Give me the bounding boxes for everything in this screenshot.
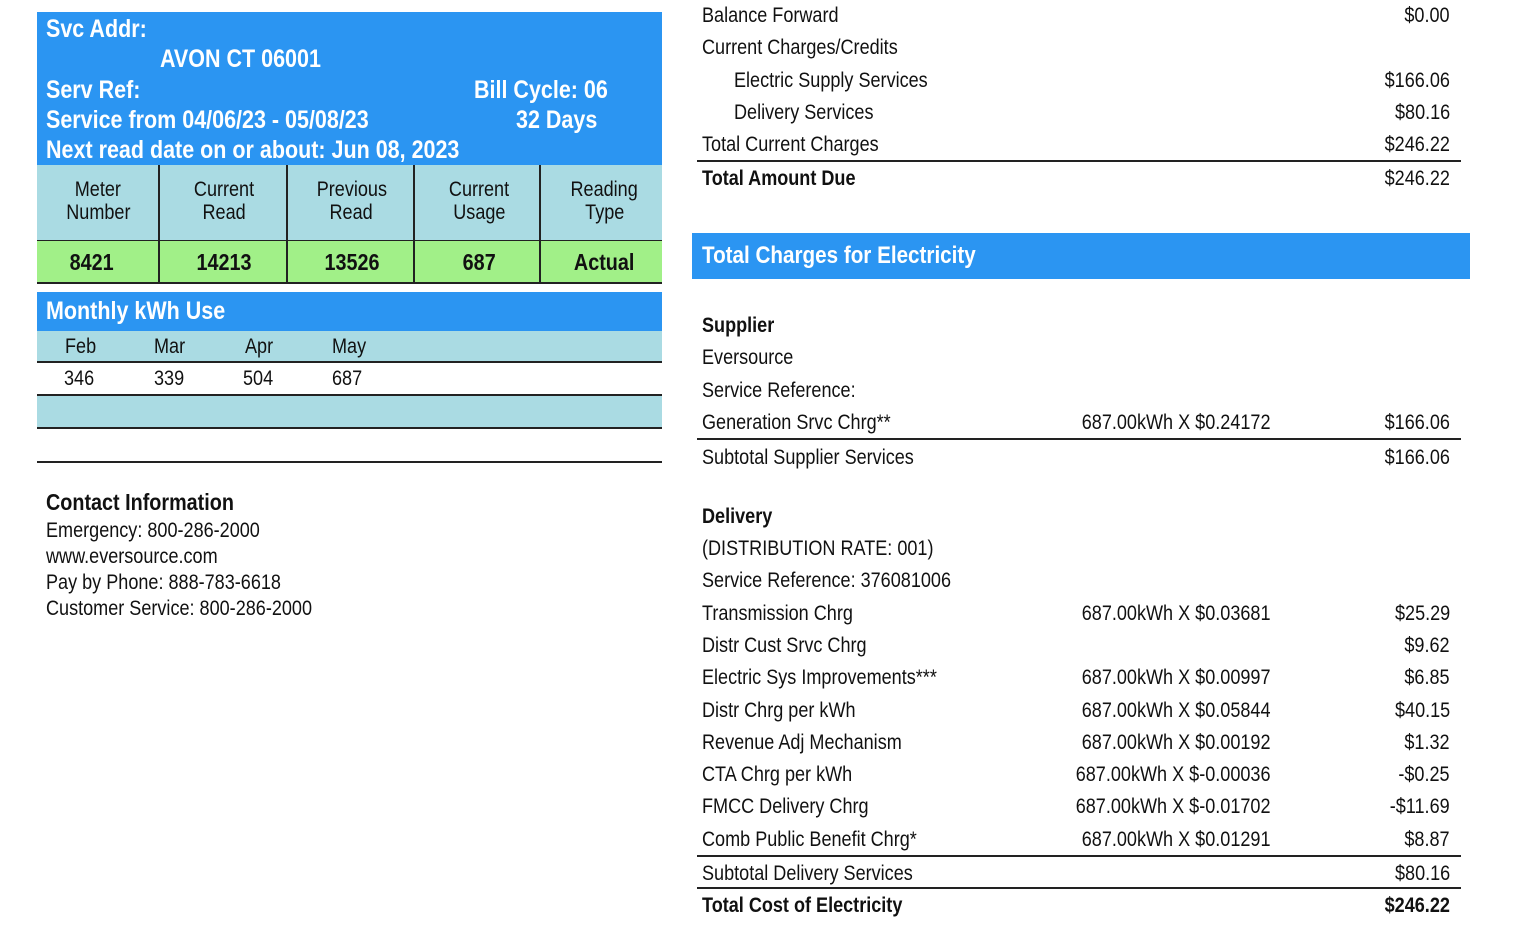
delivery-services-label: Delivery Services (734, 101, 874, 124)
month-kwh-value: 687 (332, 367, 363, 390)
delivery-item-rate: 687.00kWh X $0.05844 (1081, 699, 1270, 722)
delivery-item-rate: 687.00kWh X $0.00192 (1081, 731, 1270, 754)
subtotal-supplier-label: Subtotal Supplier Services (702, 446, 914, 469)
delivery-item-rate: 687.00kWh X $-0.01702 (1075, 795, 1270, 818)
divider (37, 427, 662, 429)
divider (539, 165, 541, 283)
meter-table-header (37, 165, 662, 240)
contact-website[interactable]: www.eversource.com (46, 545, 218, 568)
total-current-charges-label: Total Current Charges (702, 133, 879, 156)
delivery-services-amount: $80.16 (1394, 101, 1450, 124)
delivery-item-amount: -$0.25 (1398, 763, 1450, 786)
delivery-item-amount: $9.62 (1404, 634, 1450, 657)
total-charges-title-bar: Total Charges for Electricity (692, 233, 1470, 279)
delivery-item-amount: $40.15 (1394, 699, 1450, 722)
delivery-item-amount: $25.29 (1394, 602, 1450, 625)
delivery-item-rate: 687.00kWh X $-0.00036 (1075, 763, 1270, 786)
subtotal-delivery-amount: $80.16 (1394, 862, 1450, 885)
month-kwh-value: 339 (154, 367, 185, 390)
monthly-use-empty-row (37, 396, 662, 427)
meter-header-cell: Current Usage (448, 178, 510, 224)
delivery-item-label: CTA Chrg per kWh (702, 763, 853, 786)
meter-header-cell: Previous Read (316, 178, 387, 224)
delivery-item-rate: 687.00kWh X $0.03681 (1081, 602, 1270, 625)
total-current-charges-amount: $246.22 (1384, 133, 1450, 156)
monthly-use-months (37, 331, 662, 361)
monthly-use-title: Monthly kWh Use (37, 292, 662, 331)
divider (697, 855, 1461, 857)
balance-forward-amount: $0.00 (1404, 4, 1450, 27)
delivery-heading: Delivery (702, 505, 773, 528)
divider (37, 361, 662, 363)
divider (697, 438, 1461, 440)
delivery-item-amount: $6.85 (1404, 666, 1450, 689)
electric-supply-amount: $166.06 (1384, 69, 1450, 92)
total-cost-label: Total Cost of Electricity (702, 894, 903, 917)
service-period: Service from 04/06/23 - 05/08/23 (46, 106, 369, 134)
reading-type: Actual (574, 249, 635, 275)
balance-forward-label: Balance Forward (702, 4, 839, 27)
meter-table-values (37, 241, 662, 283)
divider (158, 165, 160, 283)
delivery-item-amount: -$11.69 (1390, 795, 1450, 818)
serv-ref-label: Serv Ref: (46, 76, 141, 104)
delivery-item-label: Revenue Adj Mechanism (702, 731, 902, 754)
month-kwh-value: 346 (64, 367, 95, 390)
distribution-rate: (DISTRIBUTION RATE: 001) (702, 537, 934, 560)
meter-header-cell: Meter Number (65, 178, 131, 224)
next-read-date: Next read date on or about: Jun 08, 2023 (46, 136, 460, 164)
delivery-service-reference: Service Reference: 376081006 (702, 569, 951, 592)
meter-number: 8421 (69, 249, 114, 275)
current-usage: 687 (462, 249, 496, 275)
generation-charge-amount: $166.06 (1384, 411, 1450, 434)
delivery-item-amount: $1.32 (1404, 731, 1450, 754)
total-amount-due-label: Total Amount Due (702, 167, 856, 190)
service-days: 32 Days (516, 106, 598, 134)
month-kwh-value: 504 (243, 367, 274, 390)
delivery-item-label: FMCC Delivery Chrg (702, 795, 869, 818)
delivery-item-label: Electric Sys Improvements*** (702, 666, 937, 689)
month-label: May (332, 335, 367, 358)
electric-supply-label: Electric Supply Services (734, 69, 928, 92)
supplier-heading: Supplier (702, 314, 775, 337)
total-cost-amount: $246.22 (1384, 894, 1450, 917)
delivery-item-label: Distr Cust Srvc Chrg (702, 634, 867, 657)
divider (37, 461, 662, 463)
delivery-item-label: Comb Public Benefit Chrg* (702, 828, 917, 851)
generation-charge-label: Generation Srvc Chrg** (702, 411, 891, 434)
supplier-name: Eversource (702, 346, 794, 369)
month-label: Mar (154, 335, 186, 358)
contact-customer-service: Customer Service: 800-286-2000 (46, 597, 313, 620)
current-charges-label: Current Charges/Credits (702, 36, 898, 59)
service-address: AVON CT 06001 (160, 45, 321, 73)
divider (37, 282, 662, 284)
delivery-item-amount: $8.87 (1404, 828, 1450, 851)
svc-addr-label: Svc Addr: (46, 15, 147, 43)
subtotal-delivery-label: Subtotal Delivery Services (702, 862, 913, 885)
bill-cycle: Bill Cycle: 06 (474, 76, 608, 104)
supplier-service-reference: Service Reference: (702, 379, 856, 402)
contact-pay-by-phone: Pay by Phone: 888-783-6618 (46, 571, 281, 594)
month-label: Apr (245, 335, 274, 358)
service-info-panel (37, 12, 662, 165)
current-read: 14213 (196, 249, 252, 275)
delivery-item-rate: 687.00kWh X $0.01291 (1081, 828, 1270, 851)
divider (697, 887, 1461, 889)
contact-title: Contact Information (46, 489, 234, 515)
previous-read: 13526 (323, 249, 380, 275)
divider (697, 160, 1461, 162)
meter-header-cell: Reading Type (570, 178, 639, 224)
total-amount-due-amount: $246.22 (1384, 167, 1450, 190)
subtotal-supplier-amount: $166.06 (1384, 446, 1450, 469)
month-label: Feb (65, 335, 97, 358)
divider (413, 165, 415, 283)
contact-emergency: Emergency: 800-286-2000 (46, 519, 260, 542)
meter-header-cell: Current Read (193, 178, 255, 224)
generation-charge-rate: 687.00kWh X $0.24172 (1081, 411, 1270, 434)
delivery-item-label: Distr Chrg per kWh (702, 699, 856, 722)
delivery-item-rate: 687.00kWh X $0.00997 (1081, 666, 1270, 689)
delivery-item-label: Transmission Chrg (702, 602, 853, 625)
divider (286, 165, 288, 283)
